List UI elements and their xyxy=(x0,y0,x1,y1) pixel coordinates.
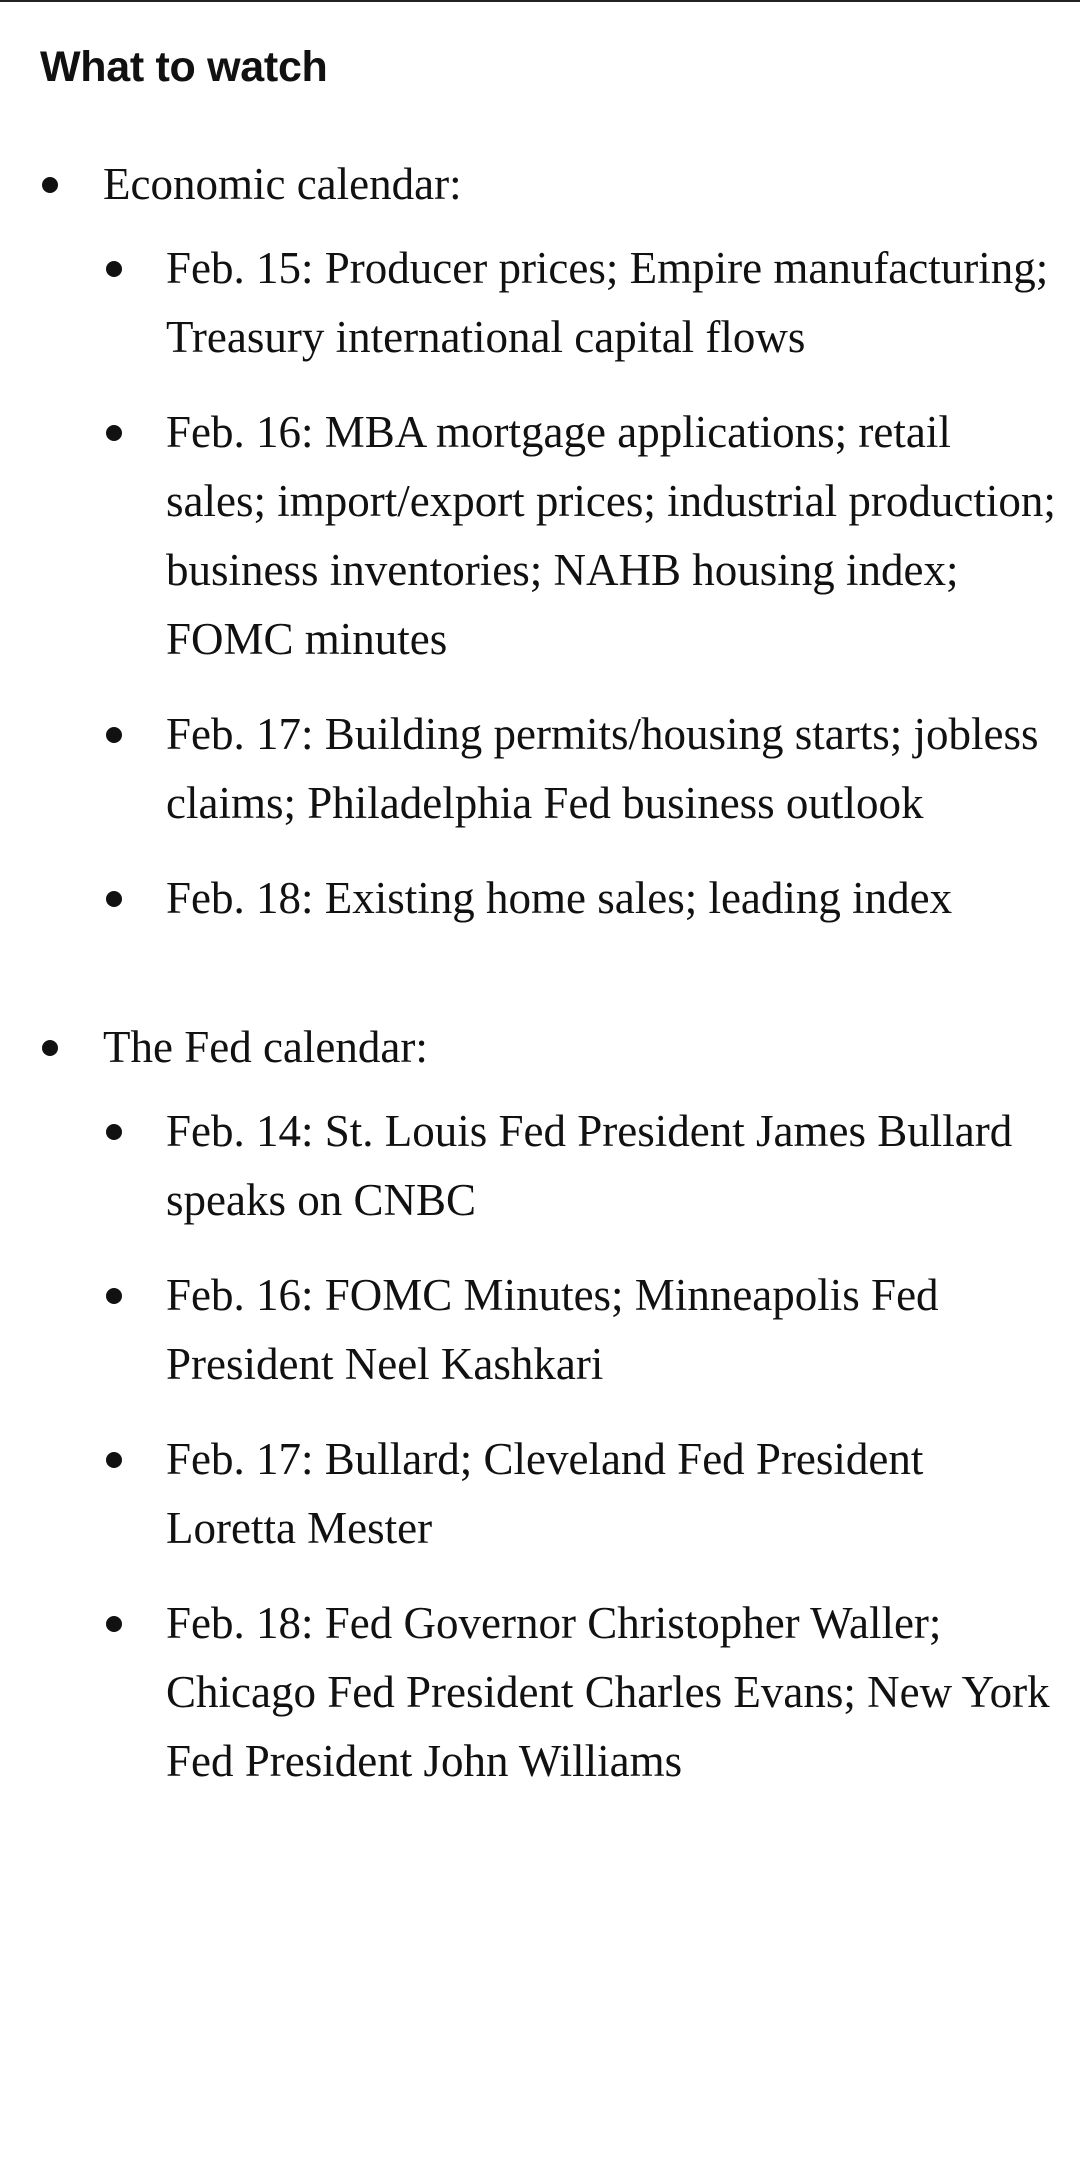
fed-calendar-item xyxy=(0,1013,1080,1796)
bullet-icon xyxy=(106,1124,122,1140)
bullet-icon xyxy=(106,425,122,441)
economic-event-text: Feb. 18: Existing home sales; leading index xyxy=(166,873,953,923)
economic-event-item xyxy=(103,398,1080,674)
fed-event-text: Feb. 16: FOMC Minutes; Minneapolis Fed President Neel Kashkari xyxy=(166,1270,939,1389)
fed-event-text: Feb. 17: Bullard; Cleveland Fed President Loretta Mester xyxy=(166,1434,924,1553)
economic-event-item xyxy=(103,234,1080,372)
calendar-list xyxy=(0,150,1080,1796)
section-heading: What to watch xyxy=(40,43,328,91)
fed-event-text: Feb. 14: St. Louis Fed President James Bullard speaks on CNBC xyxy=(166,1106,1013,1225)
bullet-icon xyxy=(42,1040,58,1056)
bullet-icon xyxy=(106,1452,122,1468)
economic-event-item xyxy=(103,700,1080,838)
bullet-icon xyxy=(42,177,58,193)
economic-event-text: Feb. 17: Building permits/housing starts; jobless claims; Philadelphia Fed business outlook xyxy=(166,709,1039,828)
fed-event-text: Feb. 18: Fed Governor Christopher Waller; Chicago Fed President Charles Evans; New York Fed President John Williams xyxy=(166,1598,1050,1786)
bullet-icon xyxy=(106,727,122,743)
fed-calendar-list xyxy=(103,1097,1080,1796)
economic-calendar-item xyxy=(0,150,1080,933)
economic-event-text: Feb. 15: Producer prices; Empire manufacturing; Treasury international capital flows xyxy=(166,243,1049,362)
bullet-icon xyxy=(106,1288,122,1304)
fed-event-item xyxy=(103,1097,1080,1235)
economic-calendar-label: Economic calendar: xyxy=(103,159,462,209)
fed-event-item xyxy=(103,1589,1080,1796)
fed-calendar-label: The Fed calendar: xyxy=(103,1022,428,1072)
fed-event-item xyxy=(103,1425,1080,1563)
top-divider xyxy=(0,0,1080,2)
economic-event-text: Feb. 16: MBA mortgage applications; retail sales; import/export prices; industrial production; business inventories; NAHB housing index; FOMC minutes xyxy=(166,407,1056,664)
fed-event-item xyxy=(103,1261,1080,1399)
economic-event-item xyxy=(103,864,1080,933)
economic-calendar-list xyxy=(103,234,1080,933)
bullet-icon xyxy=(106,891,122,907)
bullet-icon xyxy=(106,261,122,277)
bullet-icon xyxy=(106,1616,122,1632)
